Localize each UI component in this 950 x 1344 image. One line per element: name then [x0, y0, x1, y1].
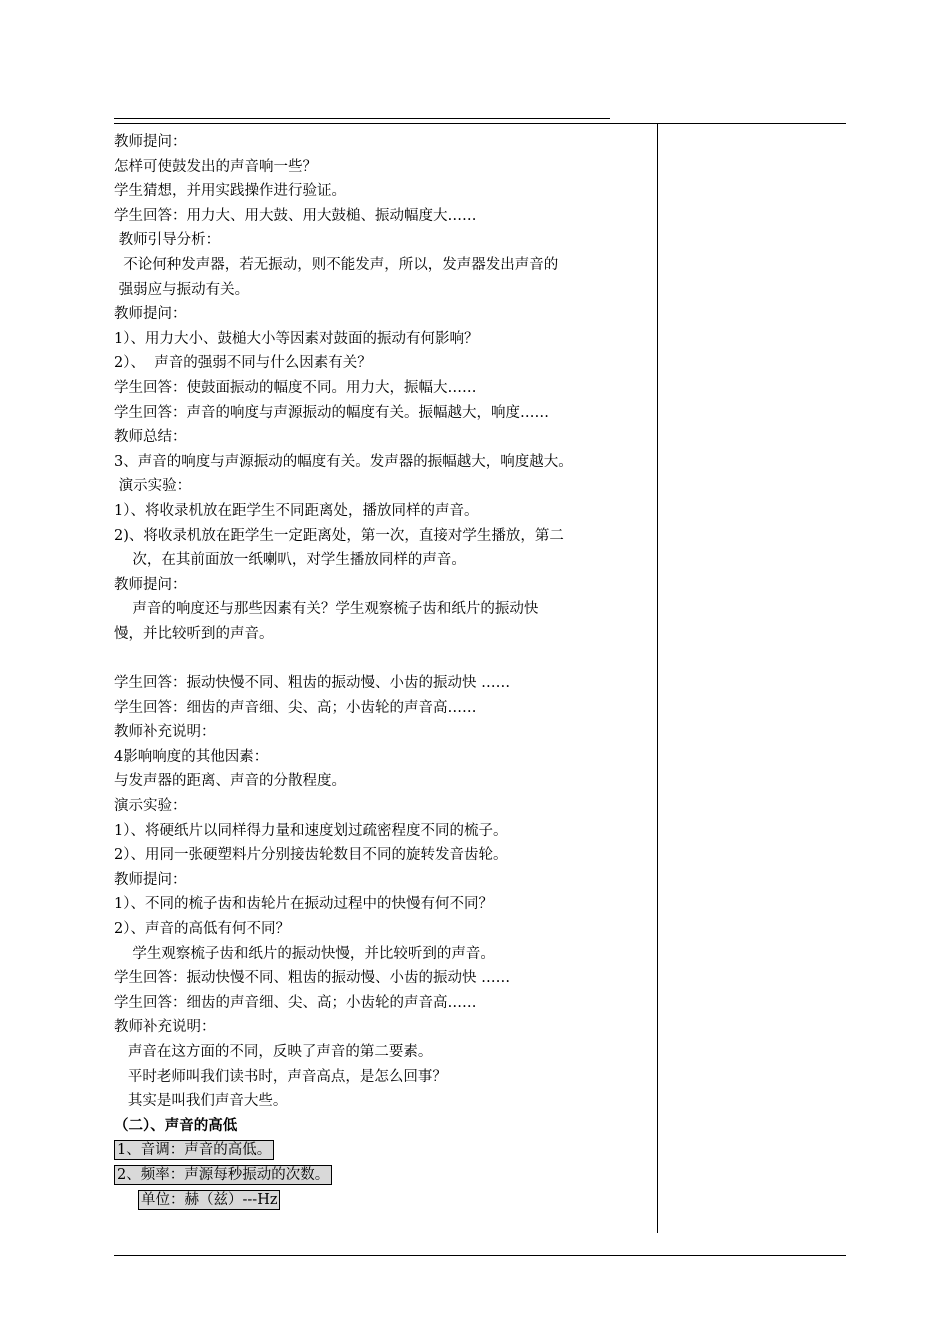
- text-line: 学生回答：细齿的声音细、尖、高；小齿轮的声音高……: [114, 699, 477, 716]
- text-line: 学生回答：使鼓面振动的幅度不同。用力大，振幅大……: [114, 379, 477, 396]
- text-line: 3、声音的响度与声源振动的幅度有关。发声器的振幅越大，响度越大。: [114, 453, 573, 470]
- top-rule-long: [114, 123, 846, 124]
- text-line: 演示实验：: [114, 478, 192, 495]
- text-line: 2）、用同一张硬塑料片分别接齿轮数目不同的旋转发音齿轮。: [114, 847, 508, 864]
- text-line: 学生观察梳子齿和纸片的振动快慢，并比较听到的声音。: [114, 945, 495, 962]
- text-line: 教师补充说明：: [114, 724, 216, 741]
- text-line: 不论何种发声器，若无振动，则不能发声，所以，发声器发出声音的: [114, 256, 559, 273]
- text-line: 学生回答：振动快慢不同、粗齿的振动慢、小齿的振动快 ……: [114, 970, 511, 987]
- text-line: [114, 646, 634, 671]
- text-line: 教师提问：: [114, 134, 187, 150]
- column-divider: [657, 123, 658, 1233]
- text-line: 教师提问：: [114, 576, 187, 593]
- text-line: 演示实验：: [114, 798, 187, 815]
- text-line: 2）、声音的高低有何不同？: [114, 921, 290, 937]
- text-line: 教师补充说明：: [114, 1019, 216, 1036]
- text-line: 声音在这方面的不同，反映了声音的第二要素。: [114, 1043, 433, 1060]
- text-line: 声音的响度还与那些因素有关？学生观察梳子齿和纸片的振动快: [114, 601, 539, 618]
- text-line: 2)、将收录机放在距学生一定距离处，第一次，直接对学生播放，第二: [114, 527, 564, 544]
- top-rule-short: [114, 118, 610, 119]
- text-line: 其实是叫我们声音大些。: [114, 1093, 288, 1110]
- text-line: 怎样可使鼓发出的声音响一些？: [114, 158, 317, 175]
- text-line: 学生回答：细齿的声音细、尖、高；小齿轮的声音高……: [114, 994, 477, 1011]
- highlighted-definition: 1、音调：声音的高低。: [114, 1140, 274, 1160]
- text-line: 教师引导分析：: [114, 232, 221, 249]
- text-line: 慢，并比较听到的声音。: [114, 625, 274, 642]
- text-line: 教师提问：: [114, 306, 187, 323]
- text-line: 1）、将硬纸片以同样得力量和速度划过疏密程度不同的梳子。: [114, 822, 508, 839]
- text-line: 学生回答：声音的响度与声源振动的幅度有关。振幅越大，响度……: [114, 404, 549, 421]
- text-line: 1）、将收录机放在距学生不同距离处，播放同样的声音。: [114, 502, 479, 519]
- text-line: [114, 1163, 634, 1188]
- lesson-body: [114, 130, 634, 1212]
- text-line: 学生回答：振动快慢不同、粗齿的振动慢、小齿的振动快 ……: [114, 675, 511, 692]
- text-line: 2）、 声音的强弱不同与什么因素有关？: [114, 355, 372, 372]
- text-line: 教师提问：: [114, 871, 187, 888]
- text-line: 强弱应与振动有关。: [114, 281, 250, 298]
- text-line: 1）、不同的梳子齿和齿轮片在振动过程中的快慢有何不同？: [114, 896, 493, 913]
- text-line: [114, 1188, 634, 1213]
- highlighted-definition: 单位：赫（兹）---Hz: [138, 1190, 280, 1210]
- text-line: 1）、用力大小、鼓槌大小等因素对鼓面的振动有何影响？: [114, 330, 479, 347]
- highlighted-definition: 2、频率：声源每秒振动的次数。: [114, 1165, 332, 1185]
- text-line: 平时老师叫我们读书时，声音高点，是怎么回事？: [114, 1068, 447, 1085]
- text-line: 学生猜想，并用实践操作进行验证。: [114, 183, 346, 200]
- text-line: [114, 1138, 634, 1163]
- text-line: 4影响响度的其他因素：: [114, 748, 269, 765]
- bottom-rule: [114, 1255, 846, 1256]
- text-line: 学生回答：用力大、用大鼓、用大鼓槌、振动幅度大……: [114, 207, 477, 224]
- text-line: 次，在其前面放一纸喇叭，对学生播放同样的声音。: [114, 552, 466, 569]
- text-line: 与发声器的距离、声音的分散程度。: [114, 773, 346, 790]
- text-line: 教师总结：: [114, 429, 187, 446]
- section-heading: （二）、声音的高低: [114, 1116, 238, 1134]
